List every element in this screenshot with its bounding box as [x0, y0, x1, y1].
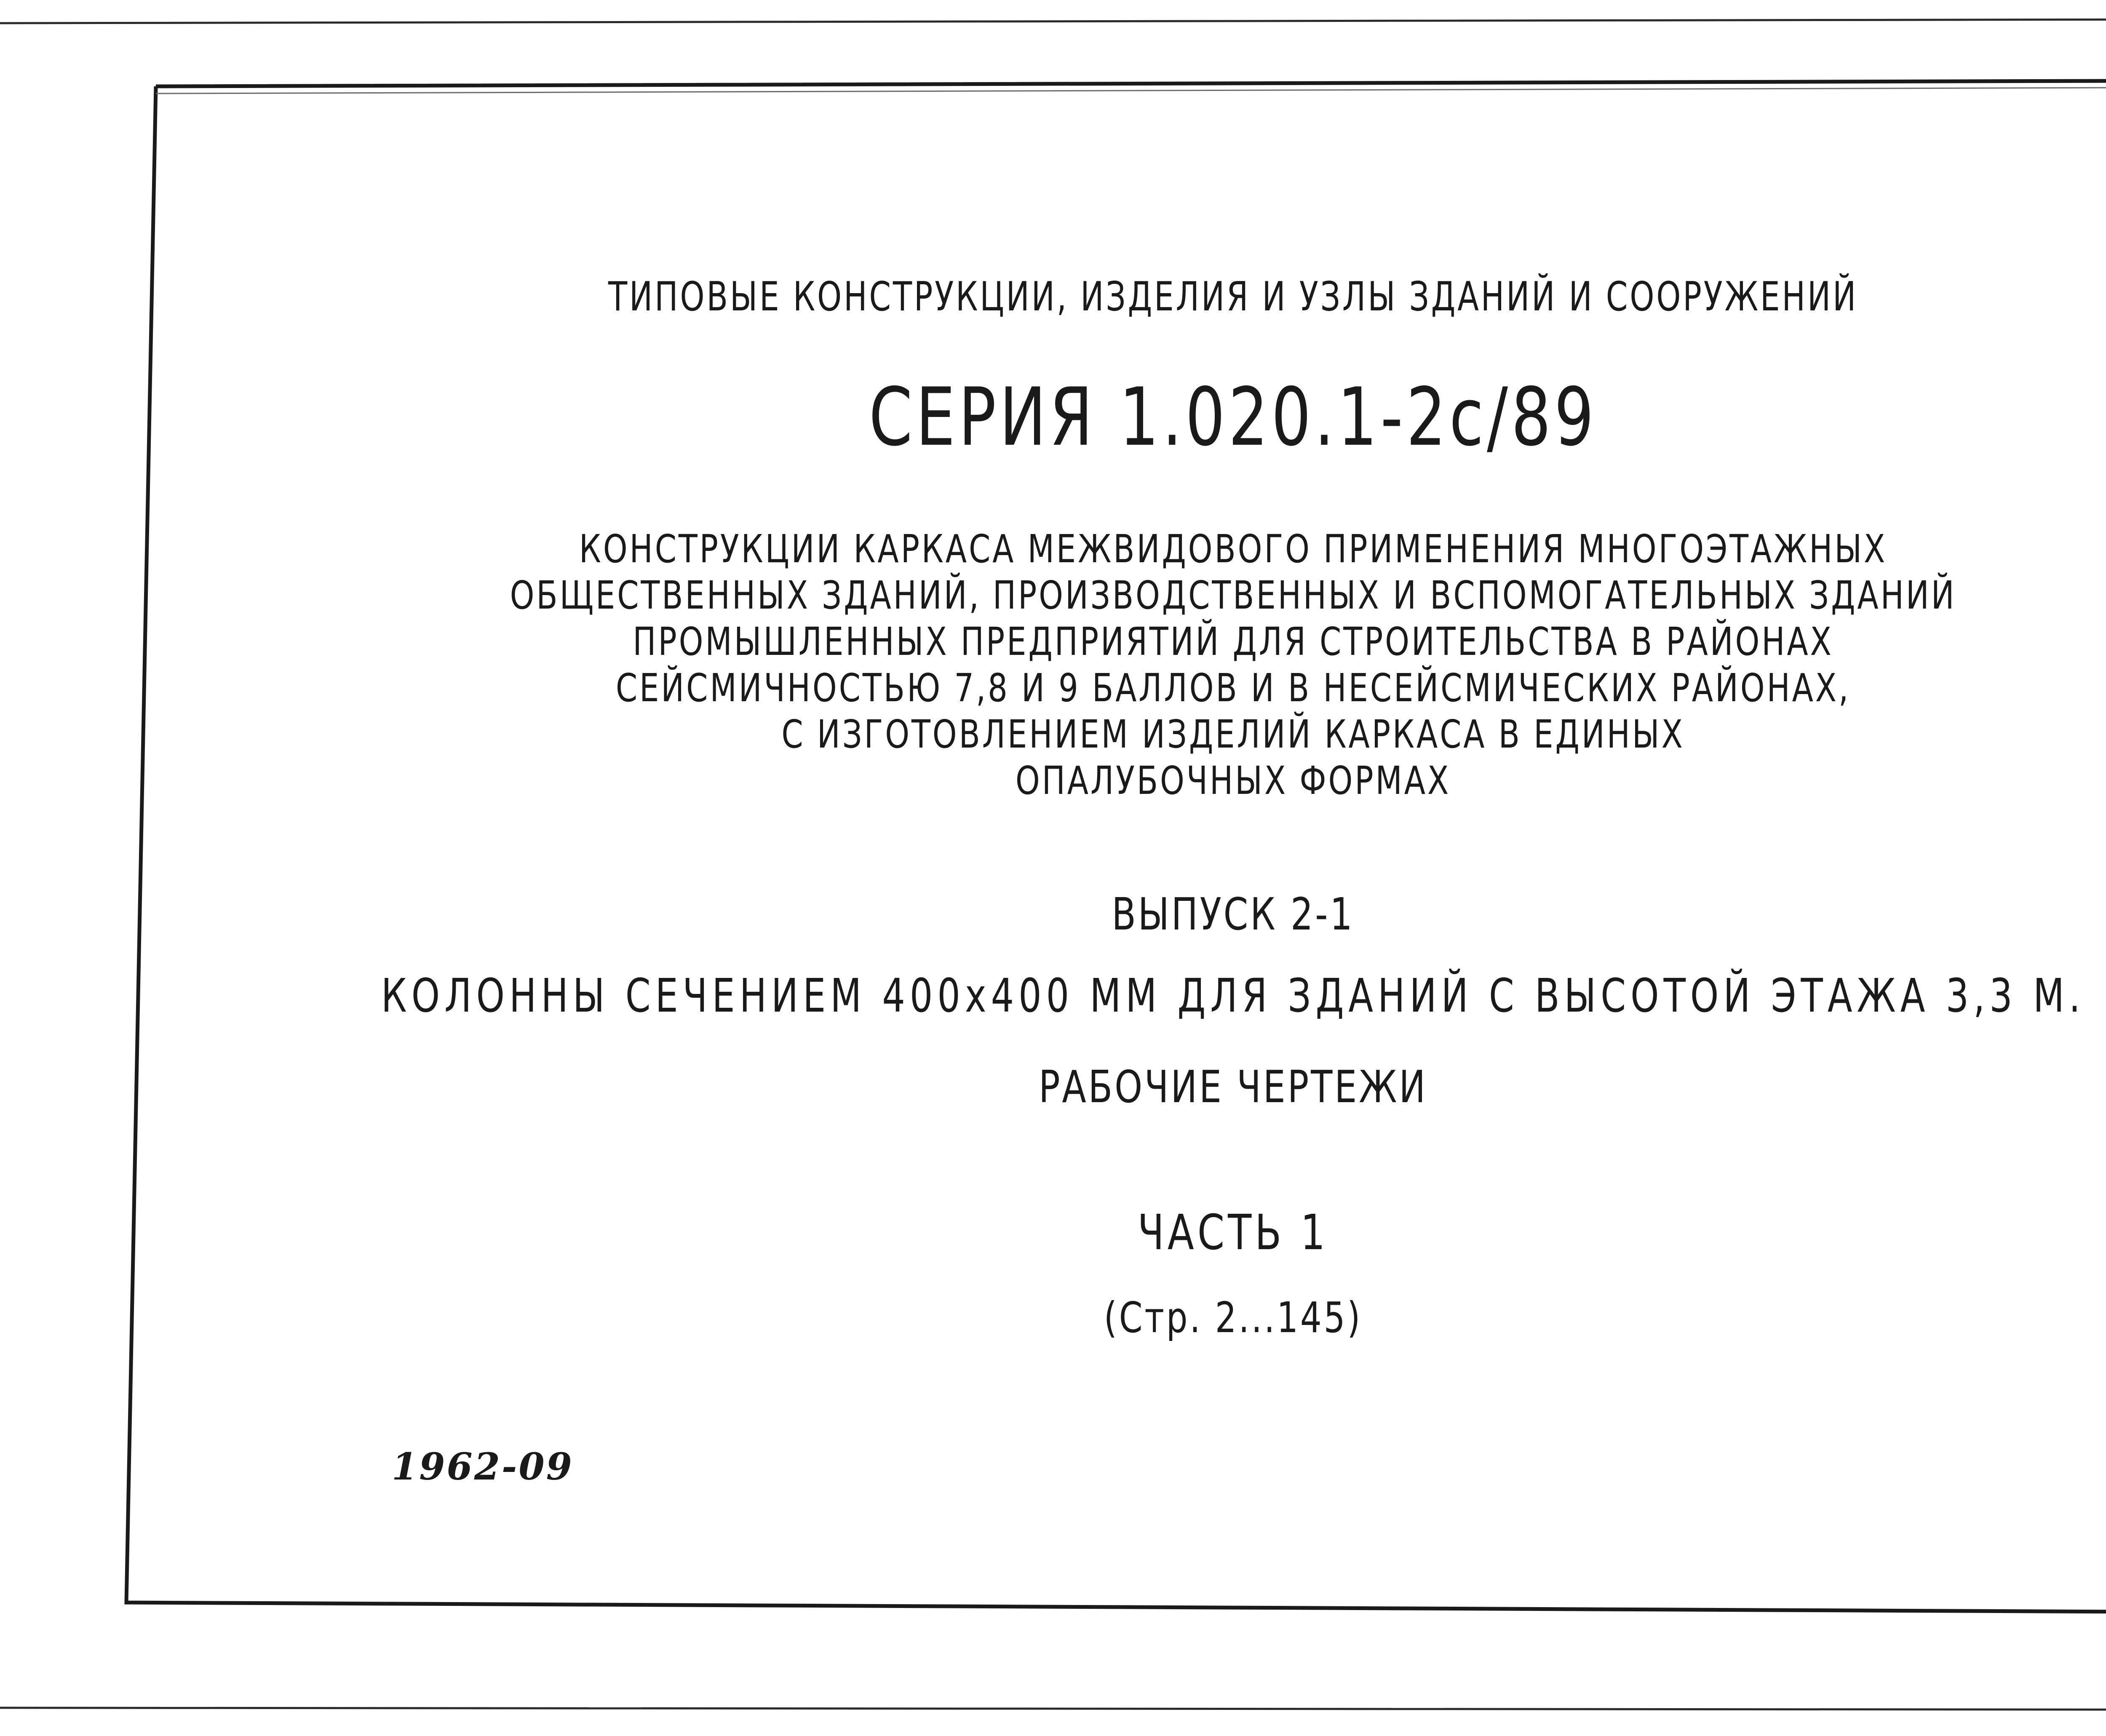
document-heading: ТИПОВЫЕ КОНСТРУКЦИИ, ИЗДЕЛИЯ И УЗЛЫ ЗДАНИЙ И СООРУЖЕНИЙ	[608, 274, 1858, 320]
outer-frame-top-line	[0, 19, 2106, 23]
outer-frame-bottom-line	[0, 1708, 2106, 1710]
working-drawings-label: РАБОЧИЕ ЧЕРТЕЖИ	[1038, 1061, 1428, 1113]
issue-number: ВЫПУСК 2-1	[1112, 889, 1355, 940]
description-line-3: ПРОМЫШЛЕННЫХ ПРЕДПРИЯТИЙ ДЛЯ СТРОИТЕЛЬСТВА В РАЙОНАХ	[633, 619, 1833, 664]
description-line-6: ОПАЛУБОЧНЫХ ФОРМАХ	[1015, 758, 1451, 803]
description-line-2: ОБЩЕСТВЕННЫХ ЗДАНИЙ, ПРОИЗВОДСТВЕННЫХ И ВСПОМОГАТЕЛЬНЫХ ЗДАНИЙ	[510, 573, 1956, 618]
description-line-5: С ИЗГОТОВЛЕНИЕМ ИЗДЕЛИЙ КАРКАСА В ЕДИНЫХ	[781, 712, 1685, 757]
part-number: ЧАСТЬ 1	[1137, 1205, 1329, 1261]
series-number: СЕРИЯ 1.020.1-2с/89	[869, 371, 1598, 464]
description-line-4: СЕЙСМИЧНОСТЬЮ 7,8 И 9 БАЛЛОВ И В НЕСЕЙСМИЧЕСКИХ РАЙОНАХ,	[615, 665, 1851, 710]
page-range: (Стр. 2...145)	[1104, 1293, 1363, 1342]
description-line-1: КОНСТРУКЦИИ КАРКАСА МЕЖВИДОВОГО ПРИМЕНЕНИЯ МНОГОЭТАЖНЫХ	[579, 526, 1887, 572]
inner-border-shadow-top	[156, 87, 2106, 93]
handwritten-code: 1962-09	[392, 1445, 574, 1488]
columns-title: КОЛОННЫ СЕЧЕНИЕМ 400х400 ММ ДЛЯ ЗДАНИЙ С ВЫСОТОЙ ЭТАЖА 3,3 М.	[381, 969, 2085, 1023]
